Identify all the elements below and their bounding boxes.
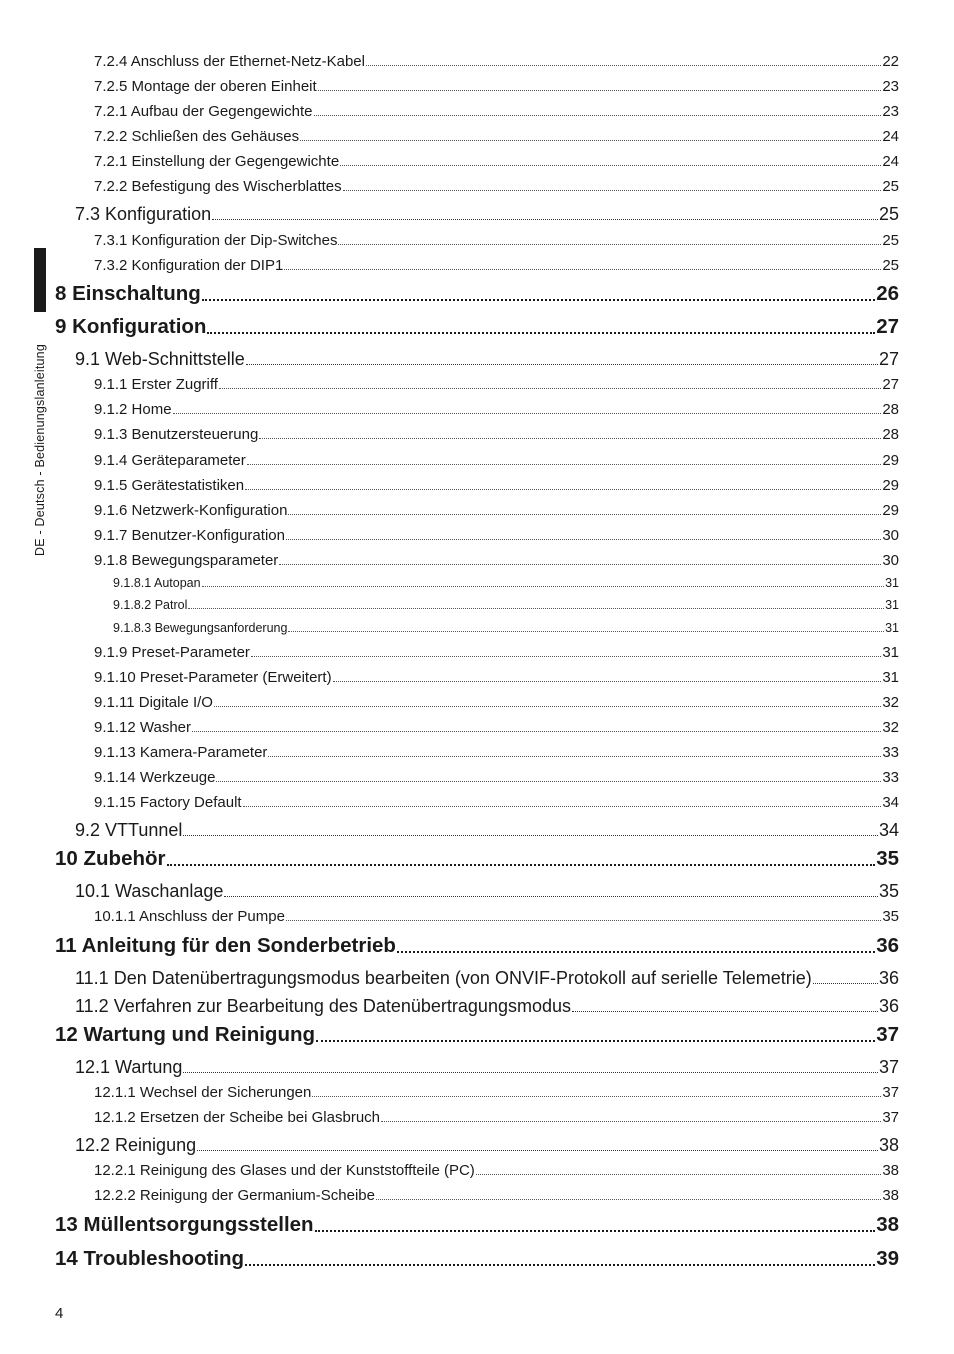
toc-entry[interactable] [94,376,899,393]
toc-entry-page: 38 [882,1162,899,1179]
toc-entry-page: 31 [882,644,899,661]
toc-entry-page: 38 [878,1135,899,1155]
dot-leader [183,835,878,836]
toc-entry-page: 26 [876,282,899,305]
dot-leader [212,219,878,220]
dot-leader [224,896,878,897]
toc-entry-page: 35 [882,908,899,925]
toc-entry[interactable] [94,426,899,443]
toc-entry-page: 27 [882,376,899,393]
toc-entry-page: 22 [882,53,899,70]
toc-entry-page: 38 [882,1187,899,1204]
toc-entry-page: 27 [878,349,899,369]
dot-leader [312,1096,881,1097]
toc-entry-title: 7.2.1 Einstellung der Gegengewichte [94,153,340,170]
toc-entry[interactable] [94,401,899,418]
toc-entry[interactable] [113,621,899,635]
toc-entry[interactable] [94,153,899,170]
toc-entry[interactable] [94,527,899,544]
toc-entry-title: 9.1.8.2 Patrol [113,598,188,612]
toc-entry[interactable] [94,257,899,274]
toc-entry-title: 10.1.1 Anschluss der Pumpe [94,908,285,925]
toc-entry-title: 9.1.2 Home [94,401,172,418]
toc-entry-page: 32 [882,719,899,736]
toc-entry[interactable] [75,204,899,225]
dot-leader [279,564,881,565]
toc-entry[interactable] [94,452,899,469]
toc-entry-title: 12.2 Reinigung [75,1135,197,1155]
toc-entry-title: 9.1.6 Netzwerk-Konfiguration [94,502,288,519]
toc-entry-page: 35 [878,881,899,901]
toc-entry-page: 30 [882,527,899,544]
toc-entry-title: 7.3 Konfiguration [75,204,212,224]
toc-entry[interactable] [75,820,899,841]
dot-leader [381,1121,881,1122]
toc-entry-title: 14 Troubleshooting [55,1247,245,1270]
toc-entry-title: 12.1 Wartung [75,1057,183,1077]
toc-entry-page: 37 [878,1057,899,1077]
toc-entry[interactable] [55,315,899,339]
toc-entry[interactable] [55,934,899,958]
toc-entry-page: 25 [878,204,899,224]
toc-entry[interactable] [94,552,899,569]
toc-entry-title: 9.1.4 Geräteparameter [94,452,246,469]
toc-entry-page: 25 [882,232,899,249]
toc-entry[interactable] [94,78,899,95]
toc-entry-title: 7.2.1 Aufbau der Gegengewichte [94,103,313,120]
toc-entry[interactable] [55,1023,899,1047]
dot-leader [251,656,881,657]
toc-entry-page: 30 [882,552,899,569]
toc-entry-page: 29 [882,452,899,469]
toc-entry[interactable] [94,1187,899,1204]
dot-leader [245,489,881,490]
dot-leader [284,269,881,270]
toc-entry[interactable] [94,769,899,786]
toc-entry-title: 7.2.4 Anschluss der Ethernet-Netz-Kabel [94,53,365,70]
toc-entry-page: 29 [882,502,899,519]
toc-entry-page: 28 [882,401,899,418]
toc-entry[interactable] [94,178,899,195]
dot-leader [376,1199,881,1200]
toc-entry[interactable] [94,1084,899,1101]
toc-entry-title: 9.1.8.1 Autopan [113,576,201,590]
toc-entry-page: 31 [885,576,899,590]
toc-entry-page: 31 [885,598,899,612]
toc-entry-page: 23 [882,78,899,95]
dot-leader [216,781,881,782]
toc-entry[interactable] [55,1247,899,1271]
toc-entry-title: 12.2.2 Reinigung der Germanium-Scheibe [94,1187,375,1204]
dot-leader [288,631,884,632]
toc-entry-title: 9.1.14 Werkzeuge [94,769,216,786]
dot-leader [314,115,882,116]
toc-entry-page: 31 [885,621,899,635]
dot-leader [340,165,881,166]
toc-entry-page: 24 [882,153,899,170]
toc-entry[interactable] [94,1162,899,1179]
toc-entry-page: 34 [878,820,899,840]
dot-leader [366,65,881,66]
toc-entry-title: 9.1.11 Digitale I/O [94,694,213,711]
dot-leader [183,1072,878,1073]
dot-leader [476,1174,882,1175]
dot-leader [286,539,881,540]
toc-entry-title: 9 Konfiguration [55,315,207,338]
toc-entry-title: 12.2.1 Reinigung des Glases und der Kunststoffteile (PC) [94,1162,475,1179]
dot-leader [286,920,881,921]
toc-entry-title: 11 Anleitung für den Sonderbetrieb [55,934,396,957]
toc-entry[interactable] [94,502,899,519]
toc-entry-title: 7.2.5 Montage der oberen Einheit [94,78,317,95]
toc-entry-title: 9.1.5 Gerätestatistiken [94,477,245,494]
dot-leader [259,438,881,439]
toc-entry[interactable] [55,1213,899,1237]
dot-leader [219,388,881,389]
toc-entry[interactable] [94,744,899,761]
toc-entry-page: 37 [882,1109,899,1126]
toc-entry-title: 13 Müllentsorgungsstellen [55,1213,314,1236]
toc-entry-title: 8 Einschaltung [55,282,201,305]
sidebar-language-label: DE - Deutsch - Bedienungslanleitung [33,344,47,556]
dot-leader [343,190,882,191]
toc-entry-page: 36 [876,934,899,957]
toc-entry-title: 9.1.8.3 Bewegungsanforderung [113,621,288,635]
toc-entry-page: 27 [876,315,899,338]
toc-entry[interactable] [55,847,899,871]
dot-leader [315,1230,876,1232]
dot-leader [247,464,882,465]
dot-leader [197,1150,878,1151]
toc-entry-title: 7.3.1 Konfiguration der Dip-Switches [94,232,338,249]
toc-entry[interactable] [94,53,899,70]
toc-entry-page: 23 [882,103,899,120]
toc-entry[interactable] [94,694,899,711]
toc-entry[interactable] [94,1109,899,1126]
toc-entry-title: 10.1 Waschanlage [75,881,224,901]
toc-entry-title: 9.1.12 Washer [94,719,191,736]
toc-entry-page: 37 [882,1084,899,1101]
dot-leader [572,1011,878,1012]
dot-leader [333,681,882,682]
toc-entry-title: 9.1.13 Kamera-Parameter [94,744,268,761]
toc-entry-title: 7.3.2 Konfiguration der DIP1 [94,257,284,274]
dot-leader [813,983,878,984]
toc-entry-title: 9.1.3 Benutzersteuerung [94,426,259,443]
toc-entry-title: 12.1.2 Ersetzen der Scheibe bei Glasbruch [94,1109,381,1126]
toc-entry-page: 32 [882,694,899,711]
toc-entry-title: 11.1 Den Datenübertragungsmodus bearbeiten (von ONVIF-Protokoll auf serielle Telemetrie) [75,968,812,988]
toc-entry[interactable] [94,477,899,494]
dot-leader [173,413,882,414]
toc-entry-title: 11.2 Verfahren zur Bearbeitung des Datenübertragungsmodus [75,996,571,1016]
toc-entry[interactable] [75,349,899,370]
toc-entry[interactable] [75,881,899,902]
toc-entry-page: 25 [882,257,899,274]
toc-entry-page: 39 [876,1247,899,1270]
toc-entry-page: 38 [876,1213,899,1236]
toc-entry-title: 9.1.1 Erster Zugriff [94,376,218,393]
toc-entry[interactable] [94,128,899,145]
toc-entry[interactable] [75,996,899,1017]
chapter-tab-marker [34,248,46,312]
dot-leader [214,706,881,707]
toc-entry[interactable] [113,598,899,612]
toc-entry[interactable] [94,908,899,925]
toc-entry[interactable] [55,282,899,306]
dot-leader [167,864,876,866]
toc-entry-page: 36 [878,996,899,1016]
toc-entry-page: 34 [882,794,899,811]
dot-leader [397,951,875,953]
dot-leader [300,140,881,141]
toc-entry[interactable] [94,669,899,686]
toc-entry-page: 29 [882,477,899,494]
dot-leader [288,514,881,515]
dot-leader [246,364,878,365]
toc-entry-title: 9.1 Web-Schnittstelle [75,349,245,369]
dot-leader [245,1264,875,1266]
dot-leader [202,586,885,587]
toc-entry[interactable] [75,1057,899,1078]
toc-entry-title: 9.1.7 Benutzer-Konfiguration [94,527,285,544]
toc-entry-page: 33 [882,744,899,761]
dot-leader [268,756,881,757]
toc-entry[interactable] [94,103,899,120]
dot-leader [316,1040,875,1042]
dot-leader [338,244,881,245]
toc-entry-title: 9.1.8 Bewegungsparameter [94,552,279,569]
toc-entry[interactable] [94,719,899,736]
toc-entry-title: 12 Wartung und Reinigung [55,1023,316,1046]
toc-entry[interactable] [75,968,899,989]
dot-leader [243,806,882,807]
toc-entry[interactable] [94,232,899,249]
dot-leader [188,608,884,609]
toc-entry-title: 9.1.10 Preset-Parameter (Erweitert) [94,669,332,686]
toc-entry-title: 9.1.9 Preset-Parameter [94,644,250,661]
toc-entry[interactable] [75,1135,899,1156]
toc-entry-page: 24 [882,128,899,145]
toc-entry-title: 7.2.2 Befestigung des Wischerblattes [94,178,342,195]
toc-entry[interactable] [94,794,899,811]
dot-leader [192,731,881,732]
toc-entry-page: 25 [882,178,899,195]
dot-leader [318,90,882,91]
toc-entry-page: 28 [882,426,899,443]
toc-entry-title: 12.1.1 Wechsel der Sicherungen [94,1084,312,1101]
page-number: 4 [55,1305,64,1322]
toc-entry-title: 9.1.15 Factory Default [94,794,242,811]
toc-entry-page: 35 [876,847,899,870]
toc-entry-page: 36 [878,968,899,988]
toc-entry-page: 31 [882,669,899,686]
toc-entry-title: 7.2.2 Schließen des Gehäuses [94,128,300,145]
dot-leader [207,332,875,334]
toc-entry-title: 9.2 VTTunnel [75,820,183,840]
dot-leader [202,299,875,301]
toc-entry[interactable] [94,644,899,661]
toc-entry-title: 10 Zubehör [55,847,166,870]
toc-entry[interactable] [113,576,899,590]
toc-entry-page: 33 [882,769,899,786]
toc-entry-page: 37 [876,1023,899,1046]
